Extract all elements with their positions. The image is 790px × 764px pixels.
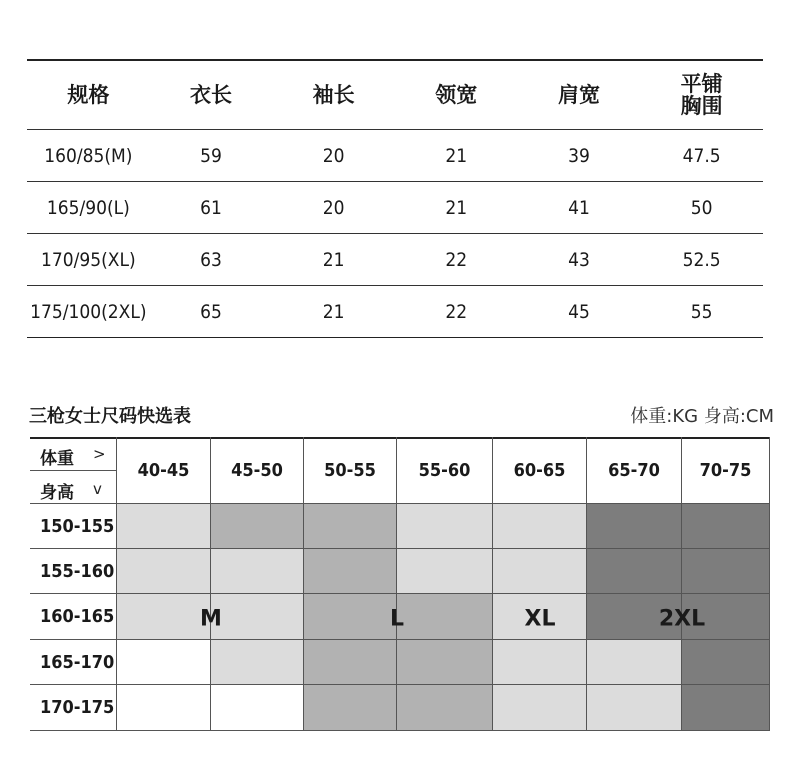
header-length: 衣长 bbox=[150, 60, 273, 130]
size-grid-cell bbox=[397, 549, 493, 594]
cell-shoulder: 39 bbox=[518, 130, 641, 182]
size-grid-cell bbox=[304, 549, 397, 594]
size-grid-cell bbox=[211, 685, 304, 731]
corner-weight-label: 体重 bbox=[40, 449, 74, 469]
header-collar: 领宽 bbox=[395, 60, 518, 130]
size-grid-cell bbox=[493, 685, 587, 731]
height-row-label: 170-175 bbox=[30, 685, 117, 731]
cell-chest: 52.5 bbox=[640, 234, 763, 286]
size-grid-cell bbox=[682, 549, 770, 594]
height-row-label: 160-165 bbox=[30, 594, 117, 640]
size-grid-cell bbox=[117, 685, 211, 731]
cell-spec: 165/90(L) bbox=[27, 182, 150, 234]
weight-header: 50-55 bbox=[304, 437, 397, 504]
size-grid-cell bbox=[397, 504, 493, 549]
size-grid-cell bbox=[682, 640, 770, 685]
units-note: 体重:KG 身高:CM bbox=[630, 406, 774, 427]
table-row bbox=[27, 286, 763, 338]
cell-spec: 175/100(2XL) bbox=[27, 286, 150, 338]
weight-header: 55-60 bbox=[397, 437, 493, 504]
header-chest-line2: 胸围 bbox=[680, 94, 723, 118]
header-shoulder: 肩宽 bbox=[518, 60, 641, 130]
size-grid-cell bbox=[493, 549, 587, 594]
size-grid-cell bbox=[493, 504, 587, 549]
size-grid-cell bbox=[117, 549, 211, 594]
size-zone-label: XL bbox=[524, 606, 556, 632]
weight-header: 60-65 bbox=[493, 437, 587, 504]
header-chest-line1: 平铺 bbox=[680, 72, 723, 96]
size-spec-table bbox=[27, 59, 763, 338]
cell-spec: 170/95(XL) bbox=[27, 234, 150, 286]
cell-sleeve: 20 bbox=[272, 182, 395, 234]
cell-length: 65 bbox=[150, 286, 273, 338]
cell-chest: 47.5 bbox=[640, 130, 763, 182]
size-grid-cell bbox=[587, 504, 682, 549]
header-spec: 规格 bbox=[27, 60, 150, 130]
cell-sleeve: 21 bbox=[272, 234, 395, 286]
size-grid-cell bbox=[211, 640, 304, 685]
size-grid-cell bbox=[587, 640, 682, 685]
cell-collar: 21 bbox=[395, 182, 518, 234]
size-grid-cell bbox=[397, 685, 493, 731]
size-zone-label: M bbox=[200, 606, 222, 632]
size-table-header-row bbox=[27, 60, 763, 130]
cell-shoulder: 41 bbox=[518, 182, 641, 234]
quick-chart-title: 三枪女士尺码快选表 bbox=[29, 406, 191, 427]
size-zone-label: L bbox=[389, 606, 405, 632]
header-chest bbox=[640, 60, 763, 130]
cell-chest: 55 bbox=[640, 286, 763, 338]
corner-weight-arrow: > bbox=[93, 445, 106, 463]
weight-header: 45-50 bbox=[211, 437, 304, 504]
corner-cell bbox=[30, 437, 117, 504]
cell-sleeve: 20 bbox=[272, 130, 395, 182]
corner-height-arrow: v bbox=[93, 480, 102, 498]
cell-shoulder: 45 bbox=[518, 286, 641, 338]
cell-chest: 50 bbox=[640, 182, 763, 234]
table-row bbox=[27, 234, 763, 286]
size-grid-cell bbox=[587, 685, 682, 731]
size-grid-cell bbox=[397, 594, 493, 640]
size-grid-cell bbox=[304, 685, 397, 731]
cell-collar: 22 bbox=[395, 286, 518, 338]
size-grid-cell bbox=[211, 594, 304, 640]
weight-header: 65-70 bbox=[587, 437, 682, 504]
size-grid-cell bbox=[587, 549, 682, 594]
size-grid-cell bbox=[397, 640, 493, 685]
cell-length: 61 bbox=[150, 182, 273, 234]
size-grid-cell bbox=[304, 640, 397, 685]
size-grid-cell bbox=[493, 640, 587, 685]
corner-height-label: 身高 bbox=[40, 483, 74, 503]
size-grid-cell bbox=[211, 504, 304, 549]
weight-header: 70-75 bbox=[682, 437, 770, 504]
size-grid-cell bbox=[211, 549, 304, 594]
size-zone-label: 2XL bbox=[658, 606, 706, 632]
table-row bbox=[27, 182, 763, 234]
cell-collar: 21 bbox=[395, 130, 518, 182]
size-grid-cell bbox=[117, 594, 211, 640]
cell-collar: 22 bbox=[395, 234, 518, 286]
height-row-label: 165-170 bbox=[30, 640, 117, 685]
height-row-label: 150-155 bbox=[30, 504, 117, 549]
cell-sleeve: 21 bbox=[272, 286, 395, 338]
size-grid-cell bbox=[117, 640, 211, 685]
cell-length: 59 bbox=[150, 130, 273, 182]
cell-shoulder: 43 bbox=[518, 234, 641, 286]
size-grid-cell bbox=[304, 504, 397, 549]
weight-header: 40-45 bbox=[117, 437, 211, 504]
size-grid-cell bbox=[682, 685, 770, 731]
cell-length: 63 bbox=[150, 234, 273, 286]
height-row-label: 155-160 bbox=[30, 549, 117, 594]
size-grid-cell bbox=[682, 504, 770, 549]
size-quick-grid bbox=[30, 437, 770, 731]
header-sleeve: 袖长 bbox=[272, 60, 395, 130]
table-row bbox=[27, 130, 763, 182]
size-grid-cell bbox=[117, 504, 211, 549]
corner-divider bbox=[30, 470, 117, 471]
size-grid-cell bbox=[304, 594, 397, 640]
cell-spec: 160/85(M) bbox=[27, 130, 150, 182]
